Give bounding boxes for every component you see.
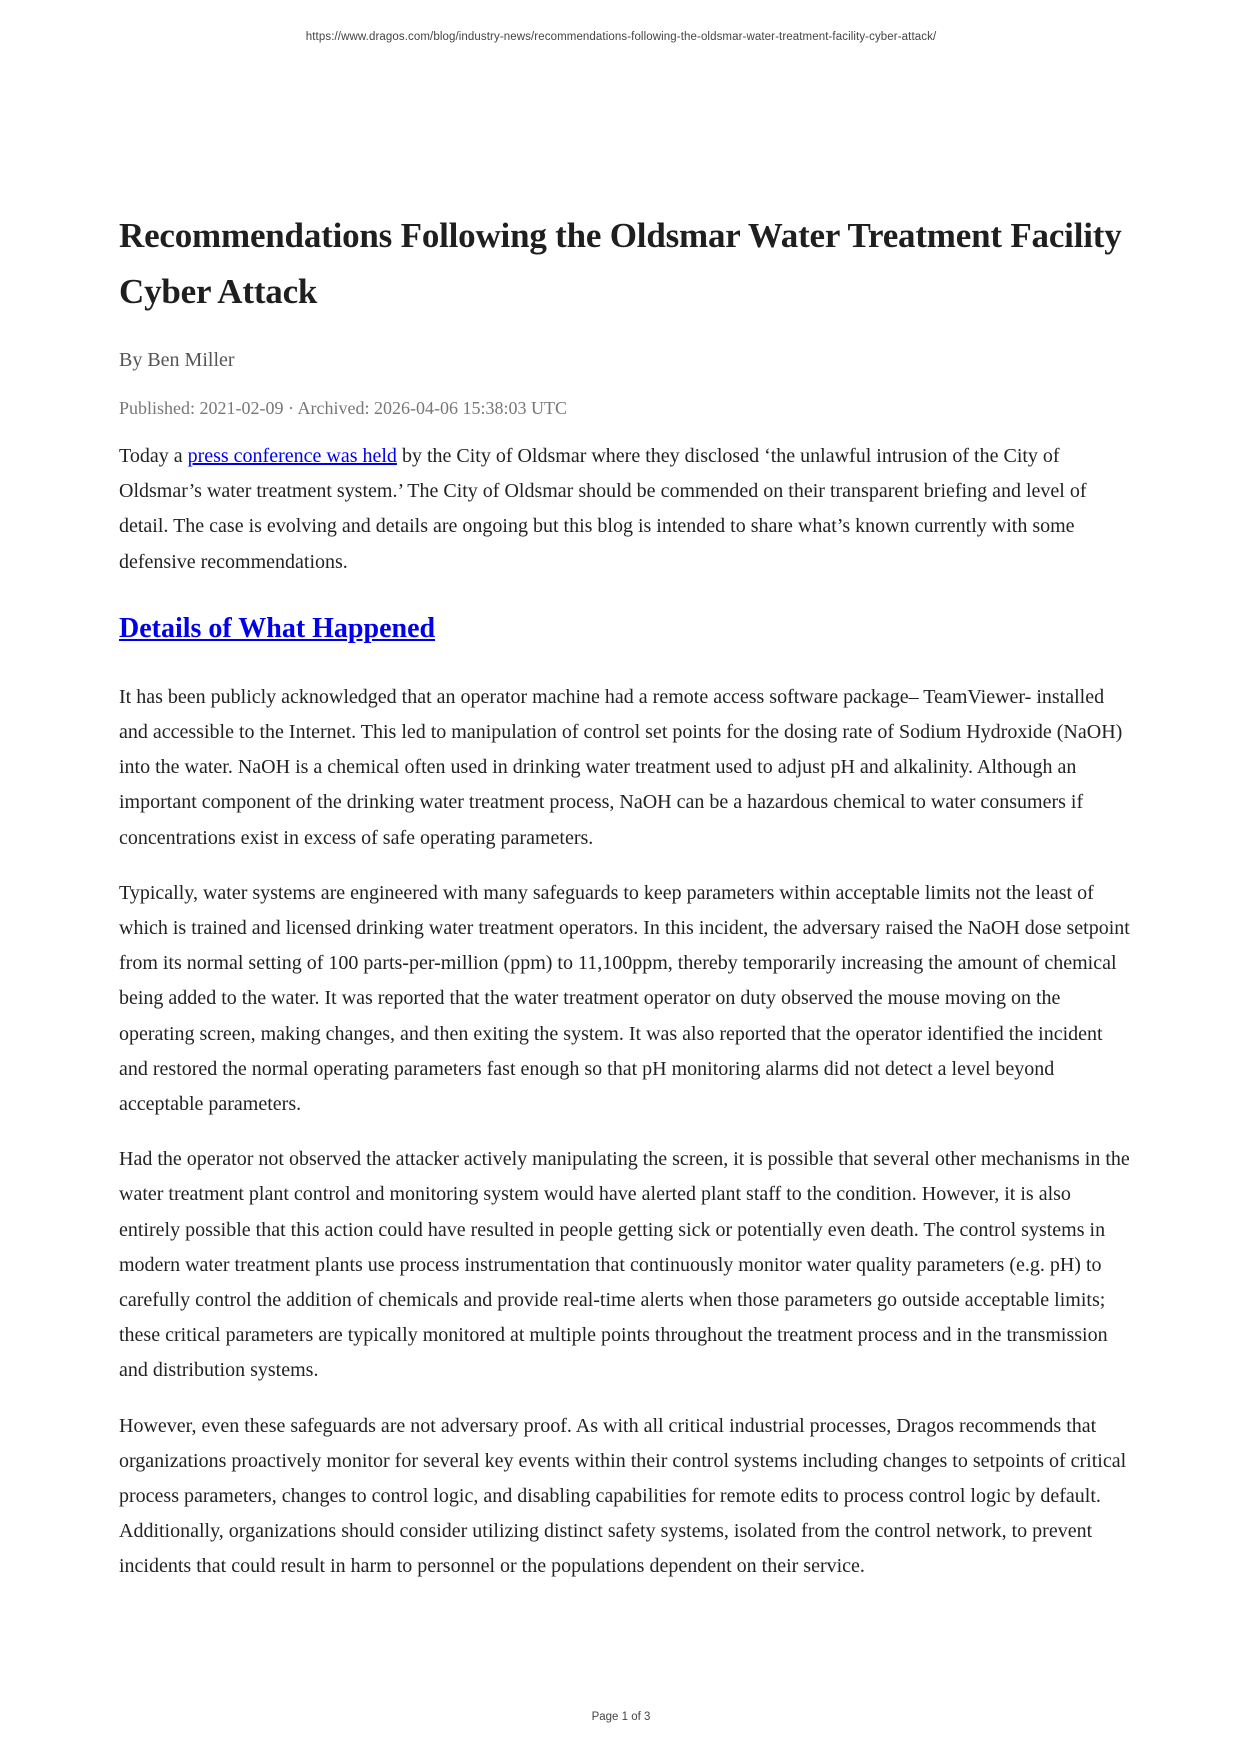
section-heading-link[interactable]: Details of What Happened [119,612,436,644]
body-paragraph: Had the operator not observed the attacker actively manipulating the screen, it is possible that several other mechanisms in the water treatment plant control and monitoring system would have alerted plant staff to the condition. However, it is also entirely possible that this action could have resulted in people getting sick or potentially even death. The control systems in modern water treatment plants use process instrumentation that continuously monitor water quality parameters (e.g. pH) to carefully control the addition of chemicals and provide real-time alerts when those parameters go outside acceptable limits; these critical parameters are typically monitored at multiple points throughout the treatment process and in the transmission and distribution systems. [119,1148,1130,1382]
article [119,208,1131,1585]
section-heading [119,609,1131,649]
intro-text-before-link: Today a [119,445,188,467]
article-title: Recommendations Following the Oldsmar Water Treatment Facility Cyber Attack [119,216,1122,311]
intro-paragraph [119,439,1131,580]
body-paragraph: It has been publicly acknowledged that an operator machine had a remote access software package– TeamViewer- installed and accessible to the Internet. This led to manipulation of control set points for the dosing rate of Sodium Hydroxide (NaOH) into the water. NaOH is a chemical often used in drinking water treatment used to adjust pH and alkalinity. Although an important component of the drinking water treatment process, NaOH can be a hazardous chemical to water consumers if concentrations exist in excess of safe operating parameters. [119,685,1123,849]
press-conference-link[interactable]: press conference was held [187,445,397,467]
publish-archive-meta: Published: 2021-02-09 · Archived: 2026-04-06 15:38:03 UTC [119,398,567,418]
author-byline: By Ben Miller [119,349,235,371]
page-number-footer: Page 1 of 3 [591,1711,651,1723]
body-paragraph: However, even these safeguards are not adversary proof. As with all critical industrial processes, Dragos recommends that organizations proactively monitor for several key events within their control systems including changes to setpoints of critical process parameters, changes to control logic, and disabling capabilities for remote edits to process control logic by default. Additionally, organizations should consider utilizing distinct safety systems, isolated from the control network, to prevent incidents that could result in harm to personnel or the populations dependent on their service. [119,1414,1127,1578]
body-paragraph: Typically, water systems are engineered with many safeguards to keep parameters within acceptable limits not the least of which is trained and licensed drinking water treatment operators. In this incident, the adversary raised the NaOH dose setpoint from its normal setting of 100 parts-per-million (ppm) to 11,100ppm, thereby temporarily increasing the amount of chemical being added to the water. It was reported that the water treatment operator on duty observed the mouse moving on the operating screen, making changes, and then exiting the system. It was also reported that the operator identified the incident and restored the normal operating parameters fast enough so that pH monitoring alarms did not detect a level beyond acceptable parameters. [119,881,1130,1116]
intro-text-after-link: by the City of Oldsmar where they disclosed ‘the unlawful intrusion of the City of Oldsmar’s water treatment system.’ The City of Oldsmar should be commended on their transparent briefing and level of detail. The case is evolving and details are ongoing but this blog is intended to share what’s known currently with some defensive recommendations. [119,445,1087,573]
page-url-header: https://www.dragos.com/blog/industry-news/recommendations-following-the-oldsmar-water-treatment-facility-cyber-attack/ [305,31,937,43]
